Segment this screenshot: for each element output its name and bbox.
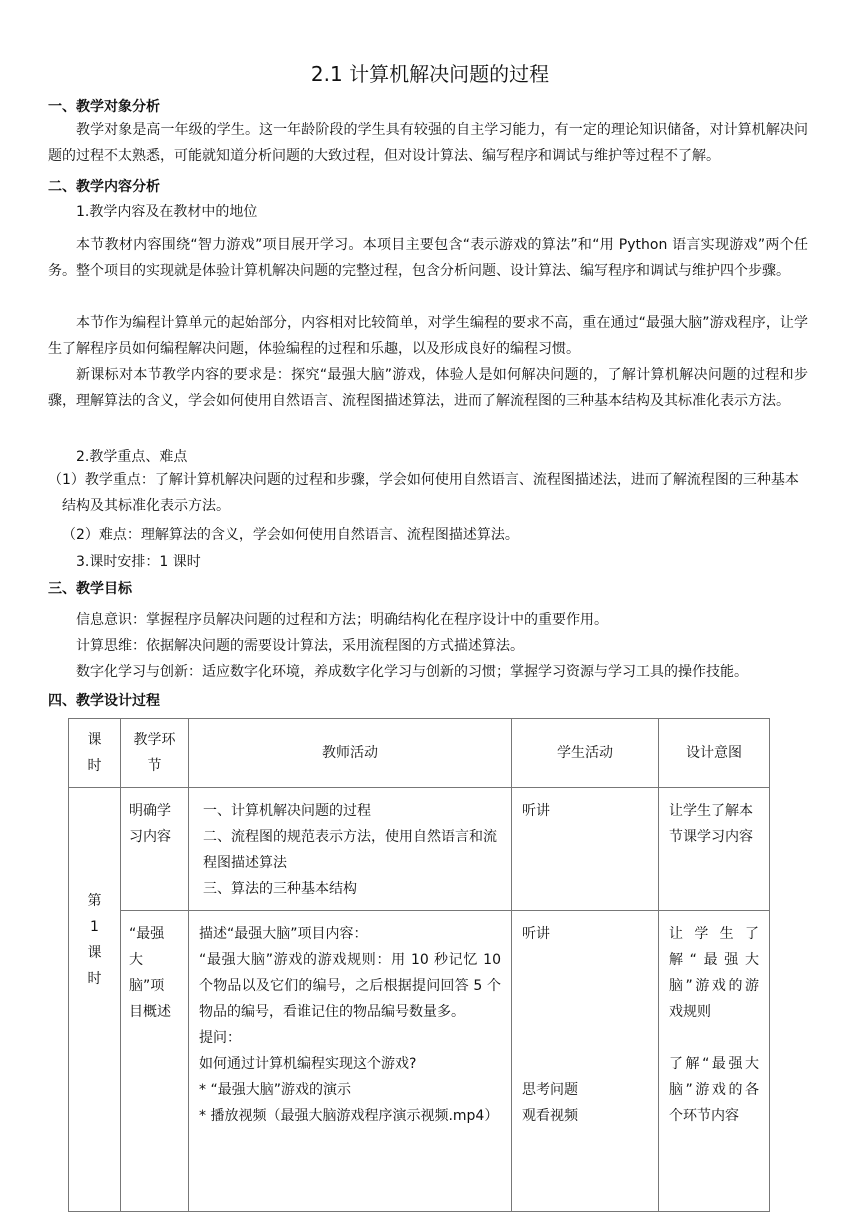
- table-header-row: [69, 719, 770, 788]
- header-teacher-activity: 教师活动: [189, 719, 512, 788]
- paragraph-learner-analysis: 教学对象是高一年级的学生。这一年龄阶段的学生具有较强的自主学习能力，有一定的理论知识储备，对计算机解决问题的过程不太熟悉，可能就知道分析问题的大致过程，但对设计算法、编写程序和调试与维护等过程不了解。: [48, 122, 808, 164]
- document-title: 2.1 计算机解决问题的过程: [310, 62, 550, 86]
- lesson-design-table: [68, 718, 770, 1212]
- table-row: [69, 788, 770, 911]
- header-period: 课时: [69, 719, 121, 788]
- paragraph-content-3: 新课标对本节教学内容的要求是：探究“最强大脑”游戏，体验人是如何解决问题的，了解计算机解决问题的过程和步骤，理解算法的含义，学会如何使用自然语言、流程图描述算法，进而了解流程图的三种基本结构及其标准化表示方法。: [48, 367, 808, 409]
- student-activity-cell: 听讲 思考问题 观看视频: [512, 911, 659, 1212]
- section-heading-3: 三、教学目标: [48, 581, 132, 597]
- subheading-key-points: 2.教学重点、难点: [76, 449, 188, 465]
- goal-info-awareness: 信息意识：掌握程序员解决问题的过程和方法；明确结构化在程序设计中的重要作用。: [76, 612, 608, 628]
- subheading-content-position: 1.教学内容及在教材中的地位: [76, 204, 258, 220]
- section-heading-4: 四、教学设计过程: [48, 693, 160, 709]
- period-cell: 第1课时: [69, 788, 121, 1212]
- table-row: [69, 911, 770, 1212]
- design-intent-cell: 让学生了解“最强大脑”游戏的游戏规则 了解“最强大脑”游戏的各个环节内容: [659, 911, 770, 1212]
- student-activity-cell: 听讲: [512, 788, 659, 911]
- section-heading-2: 二、教学内容分析: [48, 179, 160, 195]
- goal-computational-thinking: 计算思维：依据解决问题的需要设计算法，采用流程图的方式描述算法。: [76, 638, 524, 654]
- design-intent-cell: 让学生了解本节课学习内容: [659, 788, 770, 911]
- difficulty-item: （2）难点：理解算法的含义，学会如何使用自然语言、流程图描述算法。: [62, 527, 519, 543]
- section-heading-1: 一、教学对象分析: [48, 99, 160, 115]
- header-student-activity: 学生活动: [512, 719, 659, 788]
- class-hours: 3.课时安排：1 课时: [76, 554, 201, 570]
- goal-digital-learning: 数字化学习与创新：适应数字化环境，养成数字化学习与创新的习惯；掌握学习资源与学习工具的操作技能。: [76, 664, 748, 680]
- stage-cell: 明确学习内容: [121, 788, 189, 911]
- header-stage: 教学环节: [121, 719, 189, 788]
- key-point-item: （1）教学重点：了解计算机解决问题的过程和步骤，学会如何使用自然语言、流程图描述法，进而了解流程图的三种基本结构及其标准化表示方法。: [48, 472, 799, 514]
- paragraph-content-2: 本节作为编程计算单元的起始部分，内容相对比较简单，对学生编程的要求不高，重在通过“最强大脑”游戏程序，让学生了解程序员如何编程解决问题，体验编程的过程和乐趣，以及形成良好的编程习惯。: [48, 315, 808, 357]
- teacher-activity-cell: 一、计算机解决问题的过程 二、流程图的规范表示方法，使用自然语言和流程图描述算法 三、算法的三种基本结构: [189, 788, 512, 911]
- stage-cell: “最强大脑”项目概述: [121, 911, 189, 1212]
- header-design-intent: 设计意图: [659, 719, 770, 788]
- paragraph-content-1: 本节教材内容围绕“智力游戏”项目展开学习。本项目主要包含“表示游戏的算法”和“用 Python 语言实现游戏”两个任务。整个项目的实现就是体验计算机解决问题的完整过程，包含分析问题、设计算法、编写程序和调试与维护四个步骤。: [48, 237, 808, 279]
- teacher-activity-cell: 描述“最强大脑”项目内容： “最强大脑”游戏的游戏规则：用 10 秒记忆 10 个物品以及它们的编号，之后根据提问回答 5 个物品的编号，看谁记住的物品编号数量多。 提问： 如何通过计算机编程实现这个游戏? * “最强大脑”游戏的演示 * 播放视频（最强大脑游戏程序演示视频.mp4）: [189, 911, 512, 1212]
